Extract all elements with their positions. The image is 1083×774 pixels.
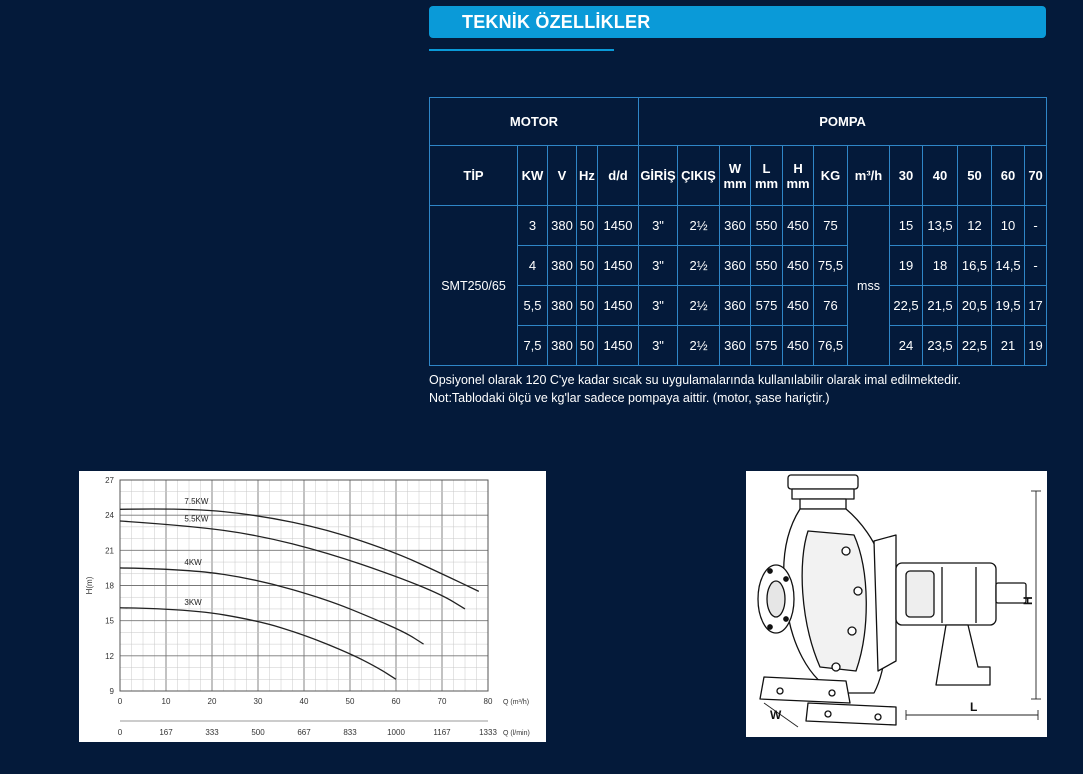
cell-dd: 1450 [598, 206, 639, 246]
cell-l: 550 [751, 246, 783, 286]
x2-tick-label: 333 [205, 728, 219, 737]
discharge-flange [788, 475, 858, 489]
cell-hz: 50 [577, 286, 598, 326]
cell-30: 15 [890, 206, 923, 246]
cell-w: 360 [720, 326, 751, 366]
cell-cikis: 2½ [678, 286, 720, 326]
col-70: 70 [1025, 146, 1047, 206]
cell-kg: 75,5 [814, 246, 848, 286]
cell-giris: 3" [639, 246, 678, 286]
front-base-foot [760, 677, 850, 703]
x-tick-label: 20 [207, 697, 217, 706]
cell-50: 20,5 [958, 286, 992, 326]
pump-dimension-drawing [746, 471, 1047, 737]
y-tick-label: 15 [105, 616, 114, 626]
series-label: 4KW [184, 558, 202, 568]
cell-kg: 76,5 [814, 326, 848, 366]
x2-tick-label: 0 [117, 728, 123, 737]
suction-opening [767, 581, 785, 617]
tip-value: SMT250/65 [430, 206, 518, 366]
cell-l: 550 [751, 206, 783, 246]
note-line-2: Not:Tablodaki ölçü ve kg'lar sadece pompaya aittir. (motor, şase hariçtir.) [429, 391, 830, 405]
table-row [430, 286, 1047, 326]
col-l-unit: mm [754, 175, 779, 191]
cell-l: 575 [751, 326, 783, 366]
y-tick-label: 21 [105, 546, 114, 556]
cell-60: 21 [992, 326, 1025, 366]
col-giris: GİRİŞ [639, 146, 678, 206]
cell-60: 14,5 [992, 246, 1025, 286]
cell-w: 360 [720, 286, 751, 326]
x-tick-label: 30 [253, 697, 263, 706]
performance-chart-panel [79, 471, 546, 742]
x2-tick-label: 667 [297, 728, 311, 737]
cell-h: 450 [783, 286, 814, 326]
col-30: 30 [890, 146, 923, 206]
section-title-bar [429, 6, 1046, 38]
cell-50: 12 [958, 206, 992, 246]
x-tick-label: 60 [391, 697, 401, 706]
col-v: V [548, 146, 577, 206]
section-title: TEKNİK ÖZELLİKLER [462, 12, 651, 32]
col-40: 40 [923, 146, 958, 206]
col-cikis: ÇIKIŞ [678, 146, 720, 206]
x-tick-label: 10 [161, 697, 171, 706]
x-tick-label: 50 [345, 697, 355, 706]
note-line-1: Opsiyonel olarak 120 C'ye kadar sıcak su uygulamalarında kullanılabilir olarak imal edilmektedir. [429, 373, 961, 387]
cell-70: - [1025, 206, 1047, 246]
support-foot [936, 625, 990, 685]
y-tick-label: 24 [105, 511, 114, 521]
cell-giris: 3" [639, 326, 678, 366]
x2-tick-label: 1000 [387, 728, 405, 737]
height-label: H [1021, 596, 1035, 605]
x-tick-label: 80 [483, 697, 493, 706]
cell-30: 19 [890, 246, 923, 286]
col-dd: d/d [598, 146, 639, 206]
cell-40: 23,5 [923, 326, 958, 366]
cell-70: 19 [1025, 326, 1047, 366]
col-w [720, 146, 751, 206]
bearing-bracket-front [874, 535, 896, 671]
cell-giris: 3" [639, 206, 678, 246]
cell-l: 575 [751, 286, 783, 326]
cell-40: 18 [923, 246, 958, 286]
col-kw: KW [518, 146, 548, 206]
y-tick-label: 9 [109, 687, 114, 696]
cell-60: 10 [992, 206, 1025, 246]
x-axis-label: Q (m³/h) [503, 699, 530, 706]
cell-v: 380 [548, 326, 577, 366]
performance-chart [79, 471, 546, 742]
col-w-unit: mm [723, 175, 747, 191]
cell-cikis: 2½ [678, 246, 720, 286]
y-axis-label: H(m) [85, 576, 94, 595]
col-50: 50 [958, 146, 992, 206]
col-h-top: H [793, 160, 803, 176]
cell-v: 380 [548, 286, 577, 326]
cell-h: 450 [783, 206, 814, 246]
cell-kw: 5,5 [518, 286, 548, 326]
table-row [430, 326, 1047, 366]
cell-v: 380 [548, 206, 577, 246]
x-tick-label: 40 [299, 697, 309, 706]
cell-kw: 7,5 [518, 326, 548, 366]
cell-cikis: 2½ [678, 326, 720, 366]
col-hz: Hz [577, 146, 598, 206]
cell-v: 380 [548, 246, 577, 286]
discharge-neck [792, 489, 854, 499]
table-row [430, 206, 1047, 246]
cell-50: 22,5 [958, 326, 992, 366]
cell-hz: 50 [577, 206, 598, 246]
col-l-top: L [762, 160, 771, 176]
title-underline [429, 49, 614, 51]
pompa-group-header: POMPA [639, 98, 1047, 146]
series-label: 5.5KW [184, 514, 209, 524]
col-h [783, 146, 814, 206]
x-tick-label: 70 [437, 697, 447, 706]
cell-giris: 3" [639, 286, 678, 326]
rear-base-foot [806, 703, 896, 725]
cell-60: 19,5 [992, 286, 1025, 326]
cell-kg: 75 [814, 206, 848, 246]
cell-cikis: 2½ [678, 206, 720, 246]
cell-30: 22,5 [890, 286, 923, 326]
col-tip: TİP [430, 146, 518, 206]
cell-30: 24 [890, 326, 923, 366]
cell-dd: 1450 [598, 246, 639, 286]
series-line [120, 568, 424, 644]
table-row [430, 246, 1047, 286]
length-label: L [970, 700, 978, 714]
y-tick-label: 18 [105, 581, 114, 591]
col-60: 60 [992, 146, 1025, 206]
cell-kg: 76 [814, 286, 848, 326]
x-tick-label: 0 [117, 697, 123, 706]
cell-hz: 50 [577, 246, 598, 286]
cell-w: 360 [720, 206, 751, 246]
col-h-unit: mm [786, 175, 810, 191]
y-tick-label: 12 [105, 651, 114, 661]
cell-70: - [1025, 246, 1047, 286]
motor-group-header: MOTOR [430, 98, 639, 146]
x2-tick-label: 1333 [479, 728, 497, 737]
cell-40: 13,5 [923, 206, 958, 246]
cell-dd: 1450 [598, 326, 639, 366]
x2-tick-label: 1167 [433, 728, 451, 737]
cell-40: 21,5 [923, 286, 958, 326]
cell-kw: 4 [518, 246, 548, 286]
series-label: 3KW [184, 597, 202, 607]
cell-dd: 1450 [598, 286, 639, 326]
col-l [751, 146, 783, 206]
cell-h: 450 [783, 326, 814, 366]
col-m3h: m³/h [848, 146, 890, 206]
cell-w: 360 [720, 246, 751, 286]
col-w-top: W [728, 160, 742, 176]
x2-tick-label: 167 [159, 728, 173, 737]
spec-table [429, 97, 1047, 366]
discharge-pipe [800, 499, 846, 509]
cell-h: 450 [783, 246, 814, 286]
cell-70: 17 [1025, 286, 1047, 326]
col-kg: KG [814, 146, 848, 206]
cell-50: 16,5 [958, 246, 992, 286]
mss-value: mss [848, 206, 890, 366]
x2-tick-label: 500 [251, 728, 265, 737]
y-tick-label: 27 [105, 476, 114, 485]
pump-drawing-panel [746, 471, 1047, 737]
notes [429, 371, 961, 407]
x2-tick-label: 833 [343, 728, 357, 737]
series-label: 7.5KW [184, 497, 209, 507]
width-label: W [770, 708, 782, 722]
x2-axis-label: Q (l/min) [503, 730, 530, 737]
cell-kw: 3 [518, 206, 548, 246]
cell-hz: 50 [577, 326, 598, 366]
